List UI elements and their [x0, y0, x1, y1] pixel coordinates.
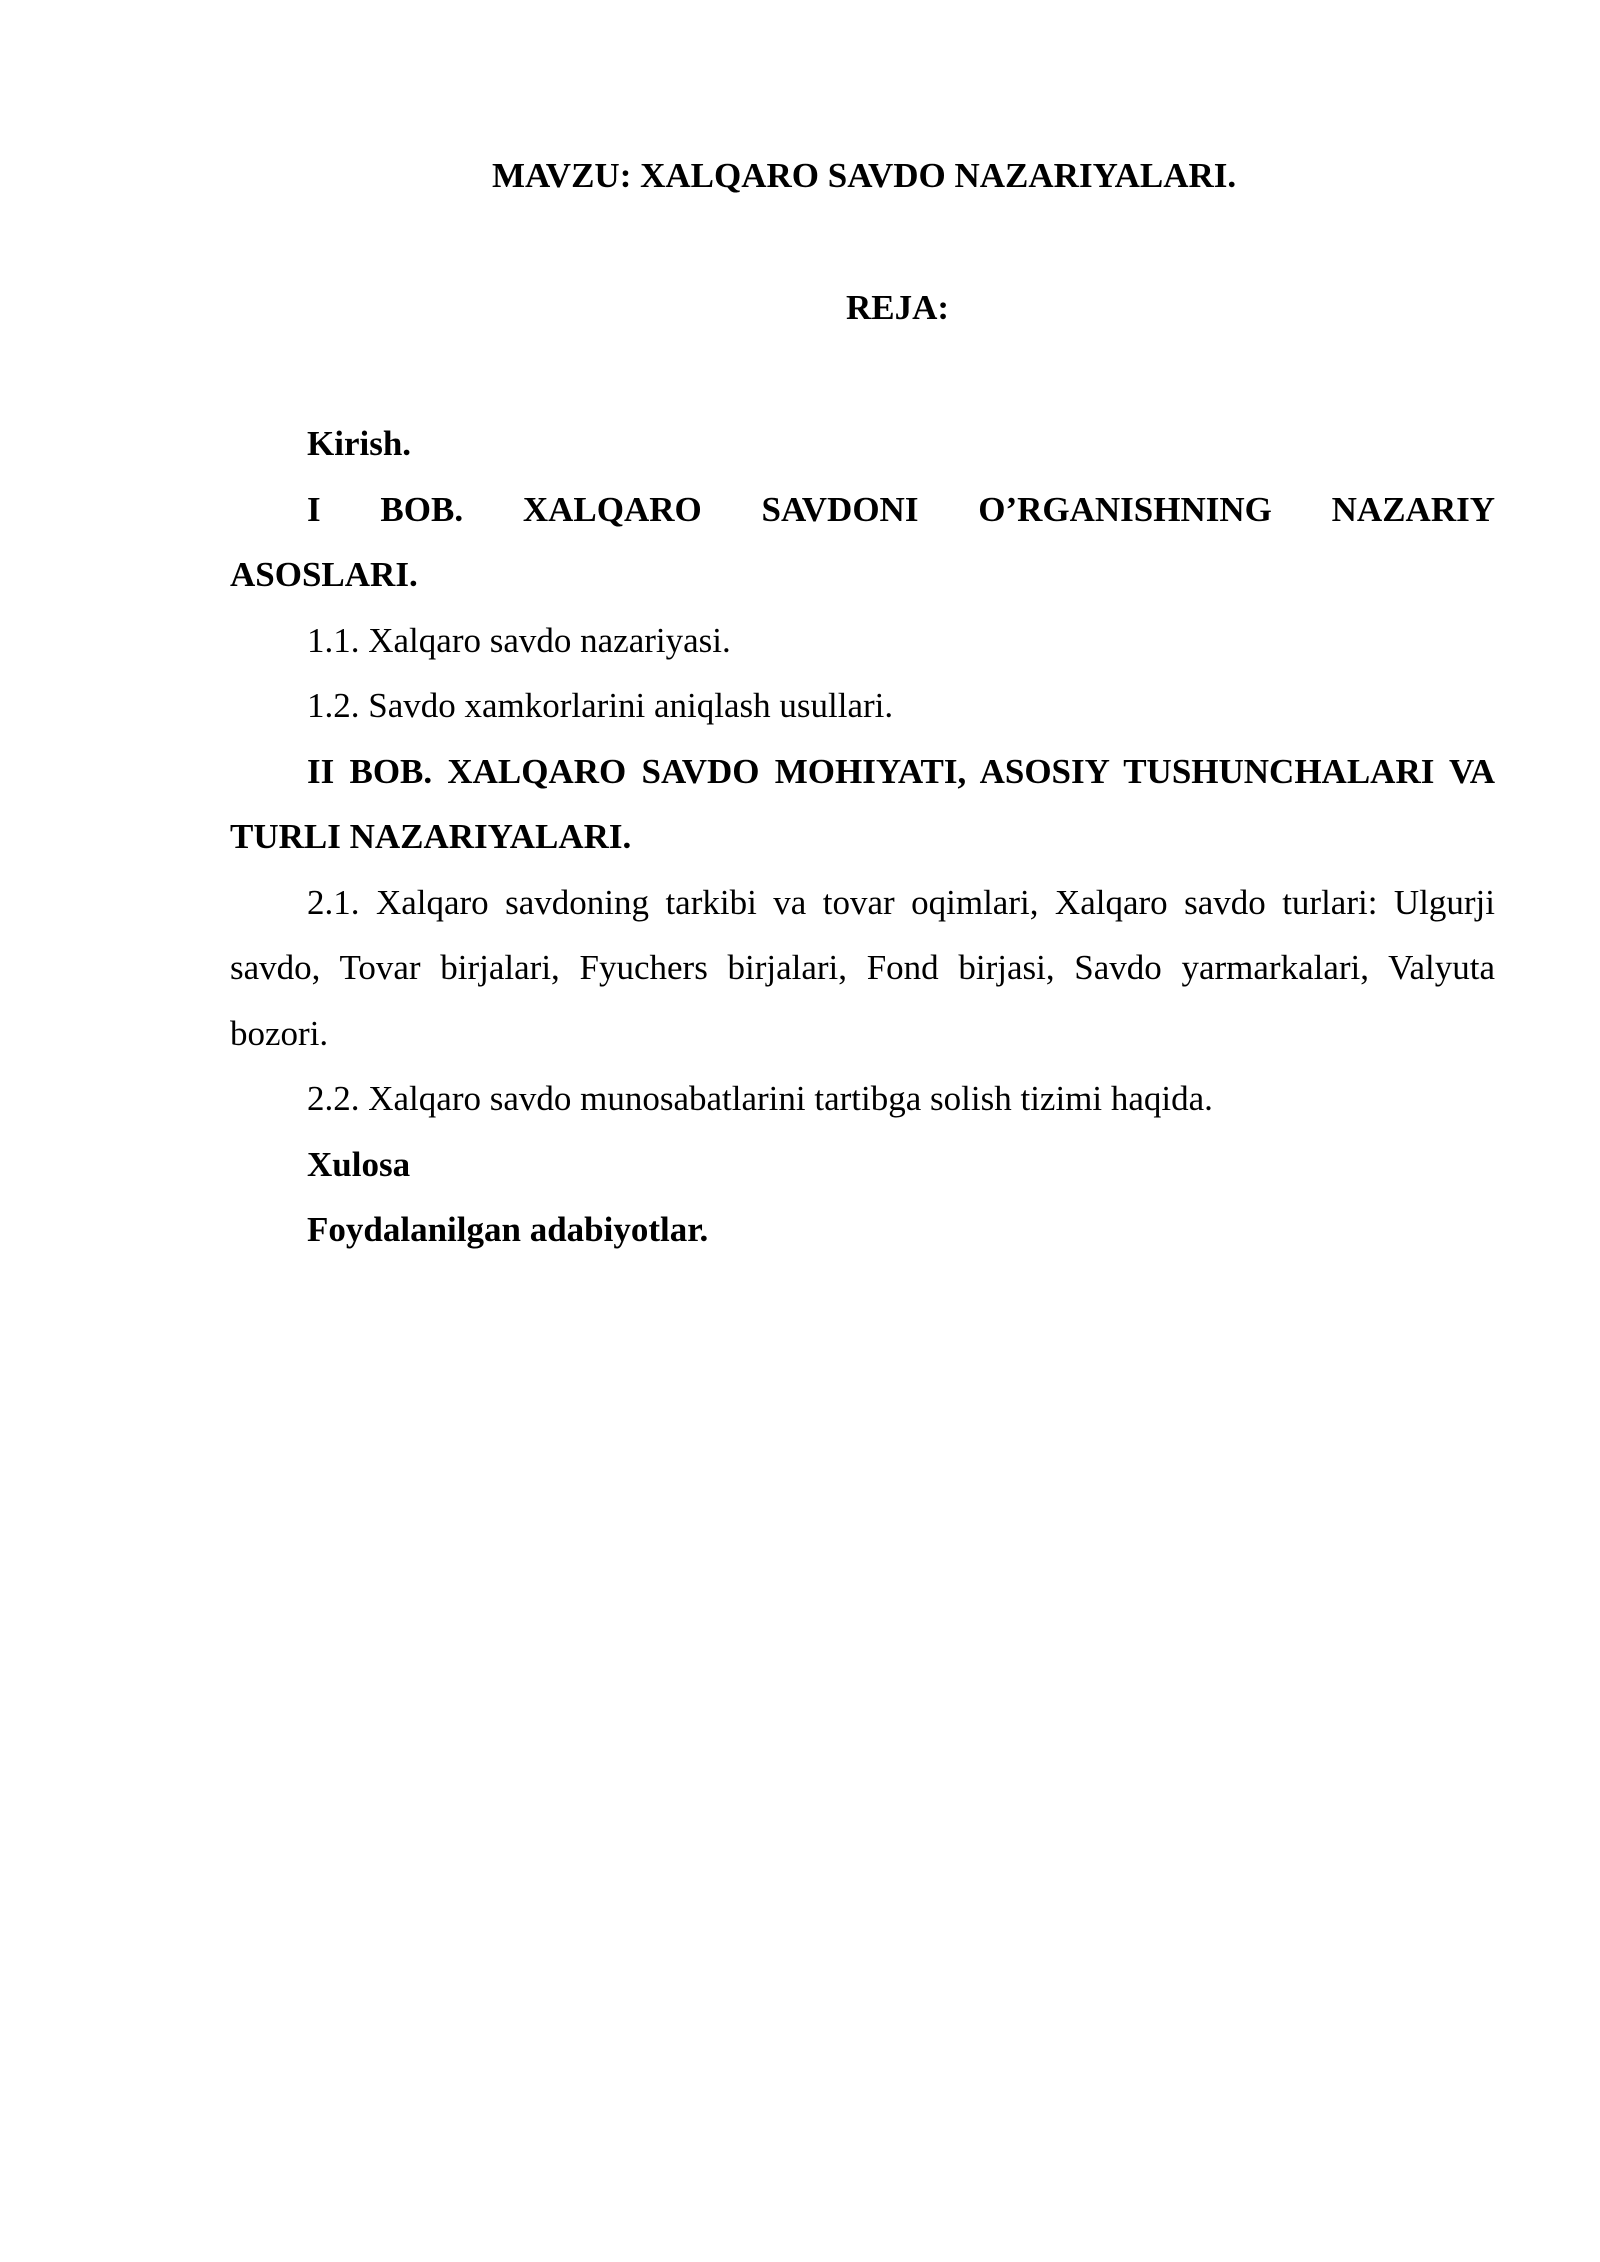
toc-chapter-1-line-1: I BOB. XALQARO SAVDONI O’RGANISHNING NAZARIY	[307, 489, 1495, 529]
plan-heading-text: REJA:	[846, 288, 950, 327]
toc-section-1-2: 1.2. Savdo xamkorlarini aniqlash usullari.	[307, 686, 894, 725]
toc-section-2-1: 2.1. Xalqaro savdoning tarkibi va tovar oqimlari, Xalqaro savdo turlari: Ulgurji savdo, Tovar birjalari, Fyuchers birjalari, Fond birjasi, Savdo yarmarkalari, Valyuta bozori.	[230, 882, 1495, 1053]
toc-chapter-2: II BOB. XALQARO SAVDO MOHIYATI, ASOSIY TUSHUNCHALARI VA TURLI NAZARIYALARI.	[230, 751, 1495, 856]
toc-intro: Kirish.	[307, 424, 412, 463]
table-of-contents	[230, 411, 1495, 1263]
toc-references: Foydalanilgan adabiyotlar.	[307, 1210, 709, 1249]
document-title-text: MAVZU: XALQARO SAVDO NAZARIYALARI.	[492, 156, 1237, 195]
toc-section-2-2: 2.2. Xalqaro savdo munosabatlarini tartibga solish tizimi haqida.	[307, 1079, 1213, 1118]
toc-section-1-1: 1.1. Xalqaro savdo nazariyasi.	[307, 620, 731, 660]
toc-conclusion: Xulosa	[307, 1144, 411, 1184]
toc-chapter-1-line-2: ASOSLARI.	[230, 555, 418, 594]
